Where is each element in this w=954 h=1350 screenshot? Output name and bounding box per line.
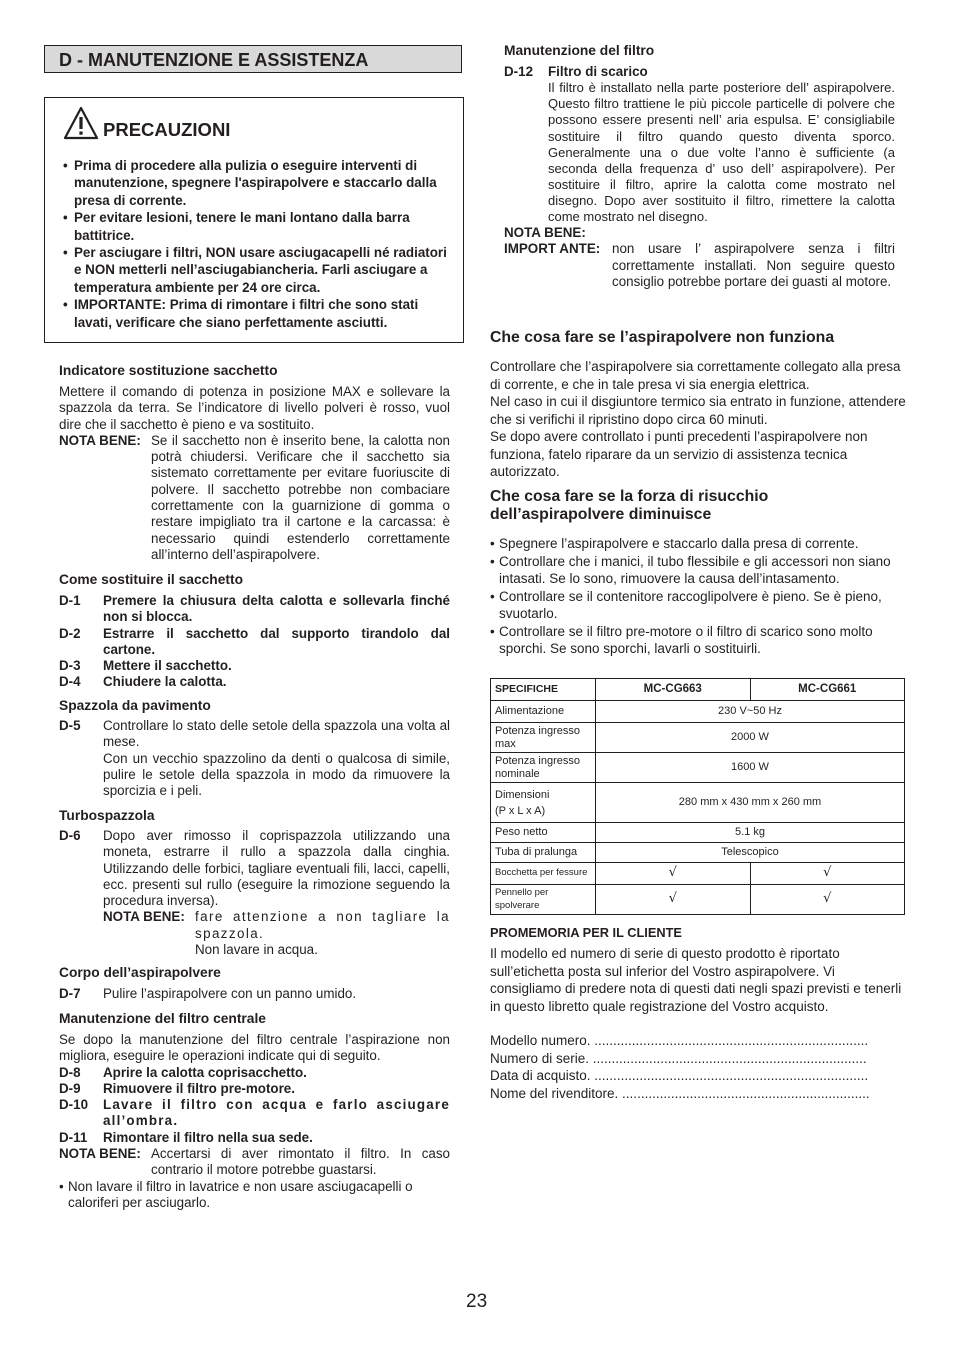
spec-table bbox=[490, 678, 905, 915]
memo-field-date: Data di acquisto. ......................................................................... bbox=[490, 1068, 869, 1084]
note-text: fare attenzione a non tagliare la spazzola. bbox=[195, 909, 450, 941]
spec-label-line: Dimensioni bbox=[495, 788, 550, 801]
note-text: Accertarsi di aver rimontato il filtro. In caso contrario il motore potrebbe guastarsi. bbox=[151, 1146, 450, 1178]
step bbox=[59, 1130, 450, 1146]
turbo-brush-section bbox=[59, 808, 450, 958]
step-number: D-1 bbox=[59, 593, 81, 608]
step-number: D-9 bbox=[59, 1080, 81, 1096]
step-text: Mettere il sacchetto. bbox=[103, 658, 232, 674]
central-filter-bullets bbox=[59, 1179, 450, 1212]
memo-field-dealer: Nome del rivenditore. .................................................................. bbox=[490, 1086, 870, 1102]
spec-value: Telescopico bbox=[596, 843, 905, 863]
note-label: NOTA BENE: bbox=[504, 225, 586, 241]
spec-value: 2000 W bbox=[596, 723, 905, 753]
step-text: Premere la chiusura delta calotta e sollevarla finché non si blocca. bbox=[103, 593, 450, 625]
step-number: D-6 bbox=[59, 828, 81, 843]
spec-label bbox=[491, 783, 596, 823]
spec-label: Pennello per spolverare bbox=[491, 885, 596, 915]
step bbox=[59, 674, 450, 690]
step-text: Dopo aver rimosso il coprispazzola utilizzando una moneta, estrarre il rullo a spazzola dalla cinghia. Utilizzando delle forbici, tagliare eventuali fili, lacci, capelli, ecc. presenti sul rullo (eseguire la rimozione seguendo la procedura inversa). bbox=[103, 828, 450, 909]
step-text: Con un vecchio spazzolino da denti o qualcosa di simile, pulire le setole della spazzola in modo da rimuovere la sporcizia e i peli. bbox=[103, 750, 450, 799]
indicator-title: Indicatore sostituzione sacchetto bbox=[59, 363, 278, 378]
step bbox=[59, 828, 450, 958]
indicator-text: Mettere il comando di potenza in posizione MAX e sollevare la spazzola da terra. Se l’indicatore di livello polveri è rosso, vuol dire che il sacchetto è pieno e va sostituito. bbox=[59, 384, 450, 432]
check-mark: √ bbox=[750, 863, 905, 885]
replace-bag-title: Come sostituire il sacchetto bbox=[59, 572, 244, 587]
spec-label: Peso netto bbox=[491, 823, 596, 843]
customer-memo-section bbox=[490, 925, 908, 1103]
step-text: Rimuovere il filtro pre-motore. bbox=[103, 1080, 295, 1096]
note-label: NOTA BENE: bbox=[59, 1146, 141, 1162]
step-number: D-11 bbox=[59, 1129, 88, 1145]
step-title: Filtro di scarico bbox=[548, 64, 648, 79]
step-number: D-3 bbox=[59, 658, 81, 674]
step bbox=[59, 1097, 450, 1130]
precautions-list bbox=[63, 157, 448, 331]
floor-brush-title: Spazzola da pavimento bbox=[59, 698, 211, 713]
spec-value: 280 mm x 430 mm x 260 mm bbox=[596, 783, 905, 823]
precaution-item: • IMPORTANTE: Prima di rimontare i filtri che sono stati lavati, verificare che siano perfettamente asciutti. bbox=[63, 296, 448, 331]
replace-bag-section bbox=[59, 572, 450, 691]
check-mark: √ bbox=[596, 863, 751, 885]
body-section bbox=[59, 965, 450, 1002]
precautions-title: PRECAUZIONI bbox=[103, 119, 231, 140]
spec-header: SPECIFICHE bbox=[491, 679, 596, 701]
memo-field-model: Modello numero. ......................................................................... bbox=[490, 1033, 869, 1049]
step-number: D-2 bbox=[59, 625, 81, 641]
spec-header: MC-CG663 bbox=[596, 679, 751, 701]
spec-label: Potenza ingresso max bbox=[491, 723, 596, 753]
spec-value: 1600 W bbox=[596, 753, 905, 783]
spec-row bbox=[491, 843, 905, 863]
suction-section bbox=[490, 488, 912, 658]
spec-label: Potenza ingresso nominale bbox=[491, 753, 596, 783]
note-text: Se il sacchetto non è inserito bene, la calotta non potrà chiudersi. Verificare che il sacchetto sia sistemato correttamente per evitare fuoriuscite di polvere. Il sacchetto potrebbe non combaciare correttamente con la guarnizione di gomma o restare impigliato tra il cartone e la carcassa: è necessario quindi estenderlo correttamente all’interno dell’aspirapolvere. bbox=[151, 432, 450, 562]
note-label: NOTA BENE: bbox=[59, 432, 141, 448]
filter-title: Manutenzione del filtro bbox=[504, 43, 655, 58]
step-number: D-5 bbox=[59, 718, 81, 733]
spec-label: Tuba di pralunga bbox=[491, 843, 596, 863]
check-mark: √ bbox=[750, 885, 905, 915]
step-text: Estrarre il sacchetto dal supporto tirandolo dal cartone. bbox=[103, 625, 450, 657]
spec-value: 5.1 kg bbox=[596, 823, 905, 843]
precautions-box bbox=[44, 97, 464, 343]
not-working-text: Se dopo avere controllato i punti precedenti l’aspirapolvere non funziona, fatelo riparare da un servizio di assistenza tecnica autorizzato. bbox=[490, 429, 868, 479]
step-text: Chiudere la calotta. bbox=[103, 674, 227, 690]
step-number: D-10 bbox=[59, 1097, 89, 1113]
central-filter-note bbox=[59, 1146, 450, 1179]
section-title: D - MANUTENZIONE E ASSISTENZA bbox=[44, 45, 462, 73]
important-text: non usare l’ aspirapolvere senza i filtri correttamente installati. Non seguire questo consiglio potrebbe portare dei guasti al motore. bbox=[612, 241, 895, 290]
step-text: Controllare lo stato delle setole della spazzola una volta al mese. bbox=[103, 718, 450, 750]
bullet-item: • Controllare che i manici, il tubo flessibile e gli accessori non siano intasati. Se lo sono, rimuovere la causa dell’intasamento. bbox=[490, 553, 912, 588]
spec-row bbox=[491, 823, 905, 843]
check-mark: √ bbox=[596, 885, 751, 915]
filter-important bbox=[504, 241, 895, 290]
precaution-item: • Prima di procedere alla pulizia o eseguire interventi di manutenzione, spegnere l'aspirapolvere e staccarlo dalla presa di corrente. bbox=[63, 157, 448, 209]
filter-section bbox=[504, 43, 895, 290]
central-filter-text: Se dopo la manutenzione del filtro centrale l’aspirazione non migliora, eseguire le operazioni indicate qui di seguito. bbox=[59, 1032, 450, 1064]
spec-value: 230 V~50 Hz bbox=[596, 701, 905, 723]
precaution-item: • Per evitare lesioni, tenere le mani lontano dalla barra battitrice. bbox=[63, 209, 448, 244]
central-filter-title: Manutenzione del filtro centrale bbox=[59, 1011, 266, 1026]
page-number: 23 bbox=[466, 1291, 488, 1312]
turbo-brush-title: Turbospazzola bbox=[59, 808, 155, 823]
step-number: D-4 bbox=[59, 674, 81, 690]
spec-row bbox=[491, 783, 905, 823]
step bbox=[59, 1065, 450, 1081]
body-title: Corpo dell’aspirapolvere bbox=[59, 965, 221, 980]
step bbox=[59, 626, 450, 659]
customer-memo-text: Il modello ed numero di serie di questo prodotto è riportato sull’etichetta posta sul inferior del Vostro aspirapolvere. Vi consigliamo di predere nota di questi dati negli spazi previsti e tenerli in questo libretto quale registrazione del Vostro acquisto. bbox=[490, 946, 902, 1014]
step-text: Lavare il filtro con acqua e farlo asciugare all’ombra. bbox=[103, 1097, 450, 1129]
note-text: Non lavare in acqua. bbox=[195, 942, 318, 958]
indicator-section bbox=[59, 363, 450, 563]
memo-field-serial: Numero di serie. ......................................................................... bbox=[490, 1050, 867, 1066]
step-number: D-8 bbox=[59, 1064, 81, 1080]
spec-header-row bbox=[491, 679, 905, 701]
spec-row bbox=[491, 885, 905, 915]
not-working-title: Che cosa fare se l’aspirapolvere non funziona bbox=[490, 329, 835, 346]
precaution-item: • Per asciugare i filtri, NON usare asciugacapelli né radiatori e NON metterli nell’asciugabiancheria. Farli asciugare a temperatura ambiente per 24 ore circa. bbox=[63, 244, 448, 296]
suction-list bbox=[490, 535, 912, 658]
not-working-section bbox=[490, 329, 908, 481]
customer-memo-title: PROMEMORIA PER IL CLIENTE bbox=[490, 925, 682, 940]
step-text: Aprire la calotta coprisacchetto. bbox=[103, 1064, 307, 1080]
step bbox=[59, 658, 450, 674]
bullet-item: • Non lavare il filtro in lavatrice e non usare asciugacapelli o caloriferi per asciugarlo. bbox=[59, 1179, 450, 1212]
step bbox=[504, 64, 895, 80]
filter-text: Il filtro è installato nella parte posteriore dell’ aspirapolvere. Questo filtro trattiene le più piccole particelle di polvere che possono essere presenti nell’ aria espulsa. E’ consigliabile sostituire il filtro quando questo diventa sporco. Generalmente una o due volte l’anno è sufficiente (a seconda della frequenza d’ uso dell’ aspirapolvere). Per sostituire il filtro, aprire la calotta come mostrato nel disegno. Dopo aver sostituito il filtro, rimettere la calotta come mostrato nel disegno. bbox=[548, 80, 895, 225]
spec-header: MC-CG661 bbox=[750, 679, 905, 701]
warning-icon bbox=[63, 106, 99, 140]
note-label: NOTA BENE: bbox=[103, 909, 185, 925]
spec-row bbox=[491, 723, 905, 753]
suction-title: Che cosa fare se la forza di risucchio dell’aspirapolvere diminuisce bbox=[490, 488, 769, 523]
step-number: D-7 bbox=[59, 986, 81, 1001]
step bbox=[59, 593, 450, 626]
spec-label-line: (P x L x A) bbox=[495, 804, 546, 817]
turbo-note bbox=[103, 909, 450, 958]
indicator-note bbox=[59, 433, 450, 563]
step bbox=[59, 1081, 450, 1097]
bullet-item: • Spegnere l’aspirapolvere e staccarlo dalla presa di corrente. bbox=[490, 535, 912, 553]
central-filter-section bbox=[59, 1011, 450, 1211]
spec-label: Bocchetta per fessure bbox=[491, 863, 596, 885]
step-text: Rimontare il filtro nella sua sede. bbox=[103, 1129, 313, 1145]
spec-row bbox=[491, 753, 905, 783]
step bbox=[59, 986, 450, 1002]
spec-row bbox=[491, 701, 905, 723]
step bbox=[59, 718, 450, 799]
floor-brush-section bbox=[59, 698, 450, 799]
step-text: Pulire l’aspirapolvere con un panno umido. bbox=[103, 986, 357, 1001]
not-working-text: Nel caso in cui il disgiuntore termico sia entrato in funzione, attendere che si verifichi il ripristino dopo circa 60 minuti. bbox=[490, 394, 906, 427]
bullet-item: • Controllare se il contenitore raccoglipolvere è pieno. Se è pieno, svuotarlo. bbox=[490, 588, 912, 623]
bullet-item: • Controllare se il filtro pre-motore o il filtro di scarico sono molto sporchi. Se sono sporchi, lavarli o sostituirli. bbox=[490, 623, 912, 658]
important-label: IMPORT ANTE: bbox=[504, 241, 601, 257]
spec-row bbox=[491, 863, 905, 885]
spec-label: Alimentazione bbox=[491, 701, 596, 723]
not-working-text: Controllare che l’aspirapolvere sia correttamente collegato alla presa di corrente, e che in tale presa vi sia energia elettrica. bbox=[490, 359, 901, 392]
step-number: D-12 bbox=[504, 64, 534, 79]
